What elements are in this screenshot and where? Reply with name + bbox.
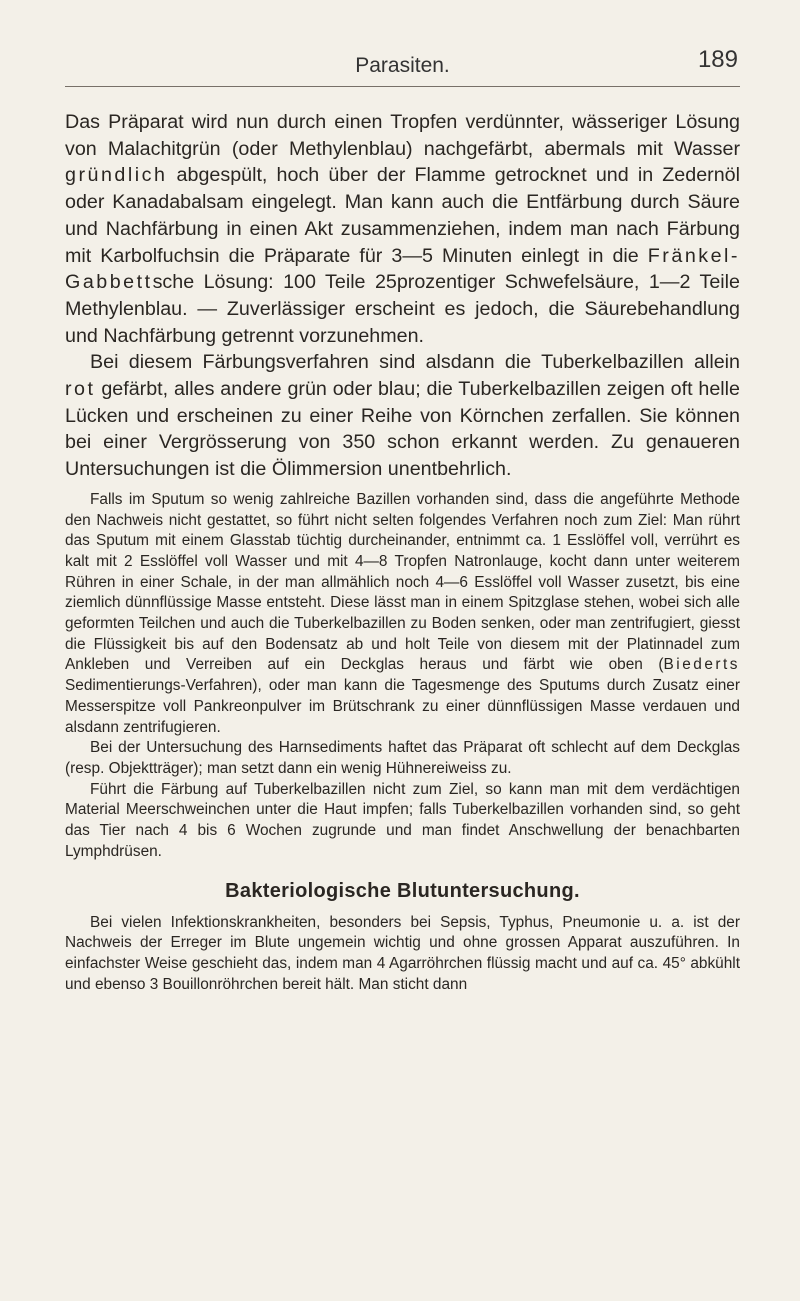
text-run: Falls im Sputum so wenig zahlreiche Bazillen vorhanden sind, dass die angeführte Methode den Nachweis nicht gestattet, so führt nicht selten folgendes Verfahren noch zum Ziel: Man rührt das Sputum mit einem Glasstab tüchtig durcheinander, entnimmt ca. 1 Esslöffel voll, verrührt es kalt mit 2 Esslöffel voll Wasser und mit 4—8 Tropfen Natronlauge, kocht dann unter weiterem Rühren in einer Schale, in der man allmählich noch 4—6 Esslöffel voll Wasser zusetzt, bis eine ziemlich dünnflüssige Masse entsteht. Diese lässt man in einem Spitzglase stehen, wobei sich alle geformten Teilchen und auch die Tuberkelbazillen zu Boden senken, oder man zentrifugiert, giesst die Flüssigkeit bis auf den Bodensatz ab und holt Teile von diesem mit der Platinnadel zum Ankleben und Verreiben auf ein Deckglas heraus und färbt wie oben ( bbox=[65, 490, 740, 674]
section-heading: Bakteriologische Blutuntersuchung. bbox=[225, 879, 580, 902]
section-paragraph-1: Bei vielen Infektionskrankheiten, besonders bei Sepsis, Typhus, Pneumonie u. a. ist der Nachweis der Erreger im Blute ungemein wichtig und ohne grossen Apparat auszuführen. In einfachster Weise geschieht das, indem man 4 Agarröhrchen flüssig macht und auf ca. 45° abkühlt und ebenso 3 Bouillonröhrchen bereit hält. Man sticht dann bbox=[65, 913, 740, 993]
spaced-emphasis: rot bbox=[65, 378, 96, 401]
spaced-author-name: Biederts bbox=[663, 656, 740, 674]
running-head bbox=[65, 46, 740, 87]
text-run: sche Lösung: 100 Teile 25prozentiger Schwefelsäure, 1—2 Teile Methylenblau. — Zuverlässiger erscheint es jedoch, die Säurebehandlung und Nachfärbung getrennt vorzunehmen. bbox=[65, 271, 740, 347]
header-title: Parasiten. bbox=[355, 54, 450, 77]
page-number: 189 bbox=[697, 46, 738, 73]
main-paragraph-2 bbox=[65, 349, 740, 483]
small-paragraph-2: Bei der Untersuchung des Harnsediments haftet das Präparat oft schlecht auf dem Deckglas (resp. Objektträger); man setzt dann ein wenig Hühnereiweiss zu. bbox=[65, 739, 740, 777]
text-run: Das Präparat wird nun durch einen Tropfen verdünnter, wässeriger Lösung von Malachitgrün (oder Methylenblau) nachgefärbt, abermals mit Wasser bbox=[65, 111, 740, 160]
text-run: gefärbt, alles andere grün oder blau; die Tuberkelbazillen zeigen oft helle Lücken und erscheinen zu einer Reihe von Körnchen zerfallen. Sie können bei einer Vergrösserung von 350 schon erkannt werden. Zu genaueren Untersuchungen ist die Ölimmersion unentbehrlich. bbox=[65, 378, 740, 481]
spaced-emphasis: gründlich bbox=[65, 164, 168, 187]
main-paragraph-1 bbox=[65, 109, 740, 349]
small-paragraph-3: Führt die Färbung auf Tuberkelbazillen nicht zum Ziel, so kann man mit dem verdächtigen Material Meerschweinchen unter die Haut impfen; falls Tuberkelbazillen vorhanden sind, so geht das Tier nach 4 bis 6 Wochen zugrunde und man findet Anschwellung der benachbarten Lymphdrüsen. bbox=[65, 780, 740, 860]
text-run: Sedimentierungs-Verfahren), oder man kann die Tagesmenge des Sputums durch Zusatz einer Messerspitze voll Pankreonpulver im Brütschrank zu einer dünnflüssigen Masse verdauen und alsdann zentrifugieren. bbox=[65, 677, 740, 736]
text-run: Bei diesem Färbungsverfahren sind alsdann die Tuberkelbazillen allein bbox=[90, 351, 740, 374]
text-run: abgespült, hoch über der Flamme getrocknet und in Zedernöl oder Kanadabalsam eingelegt. Man kann auch die Entfärbung durch Säure und Nachfärbung in einen Akt zusammenziehen, indem man nach Färbung mit Karbolfuchsin die Präparate für 3—5 Minuten einlegt in die bbox=[65, 164, 740, 267]
small-paragraph-1 bbox=[65, 490, 740, 738]
spaced-author-name: Fränkel-Gabbett bbox=[65, 244, 740, 294]
